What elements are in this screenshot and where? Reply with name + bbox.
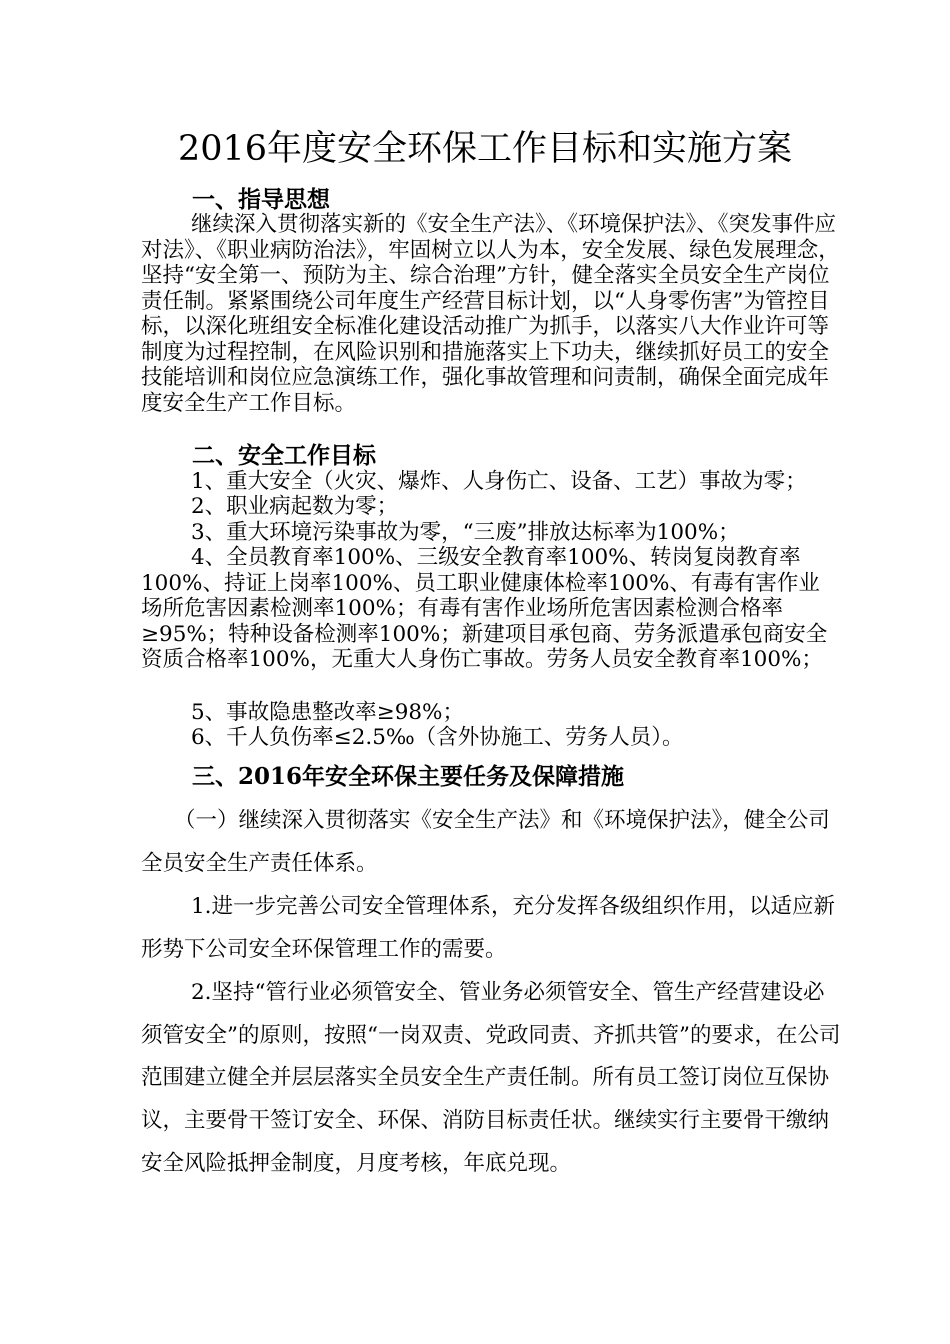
section-heading-guiding-ideology: 一、指导思想	[192, 186, 330, 213]
goal-item-6: 6、千人负伤率≤2.5‰（含外协施工、劳务人员）。	[191, 725, 684, 750]
task-paragraph-2: 2.坚持“管行业必须管安全、管业务必须管安全、管生产经营建设必须管安全”的原则，按照“一岗双责、党政同责、齐抓共管”的要求，在公司范围建立健全并层层落实全员安全生产责任制。所有员工签订岗位互保协议，主要骨干签订安全、环保、消防目标责任状。继续实行主要骨干缴纳安全风险抵押金制度，月度考核，年底兑现。	[141, 980, 841, 1176]
task-subsection-1: （一）继续深入贯彻落实《安全生产法》和《环境保护法》，健全公司全员安全生产责任体系。	[141, 808, 830, 876]
goal-item-5: 5、事故隐患整改率≥98%；	[191, 700, 464, 725]
goal-item-4: 4、全员教育率100%、三级安全教育率100%、转岗复岗教育率100%、持证上岗率100%、员工职业健康体检率100%、有毒有害作业场所危害因素检测率100%；有毒有害作业场所危害因素检测合格率≥95%；特种设备检测率100%；新建项目承包商、劳务派遣承包商安全资质合格率100%，无重大人身伤亡事故。劳务人员安全教育率100%；	[141, 545, 828, 673]
document-title: 2016年度安全环保工作目标和实施方案	[177, 129, 793, 169]
goal-item-3: 3、重大环境污染事故为零，“三废”排放达标率为100%；	[191, 520, 740, 545]
task-paragraph-1: 1.进一步完善公司安全管理体系，充分发挥各级组织作用，以适应新形势下公司安全环保管理工作的需要。	[141, 894, 836, 962]
section-heading-safety-goals: 二、安全工作目标	[192, 442, 376, 469]
section-heading-main-tasks: 三、2016年安全环保主要任务及保障措施	[192, 763, 625, 790]
goal-item-1: 1、重大安全（火灾、爆炸、人身伤亡、设备、工艺）事故为零；	[191, 469, 807, 494]
guiding-ideology-paragraph: 继续深入贯彻落实新的《安全生产法》、《环境保护法》、《突发事件应对法》、《职业病防治法》，牢固树立以人为本，安全发展、绿色发展理念，坚持“安全第一、预防为主、综合治理”方针，健全落实全员安全生产岗位责任制。紧紧围绕公司年度生产经营目标计划，以“人身零伤害”为管控目标，以深化班组安全标准化建设活动推广为抓手，以落实八大作业许可等制度为过程控制，在风险识别和措施落实上下功夫，继续抓好员工的安全技能培训和岗位应急演练工作，强化事故管理和问责制，确保全面完成年度安全生产工作目标。	[141, 212, 840, 416]
goal-item-2: 2、职业病起数为零；	[191, 494, 399, 519]
